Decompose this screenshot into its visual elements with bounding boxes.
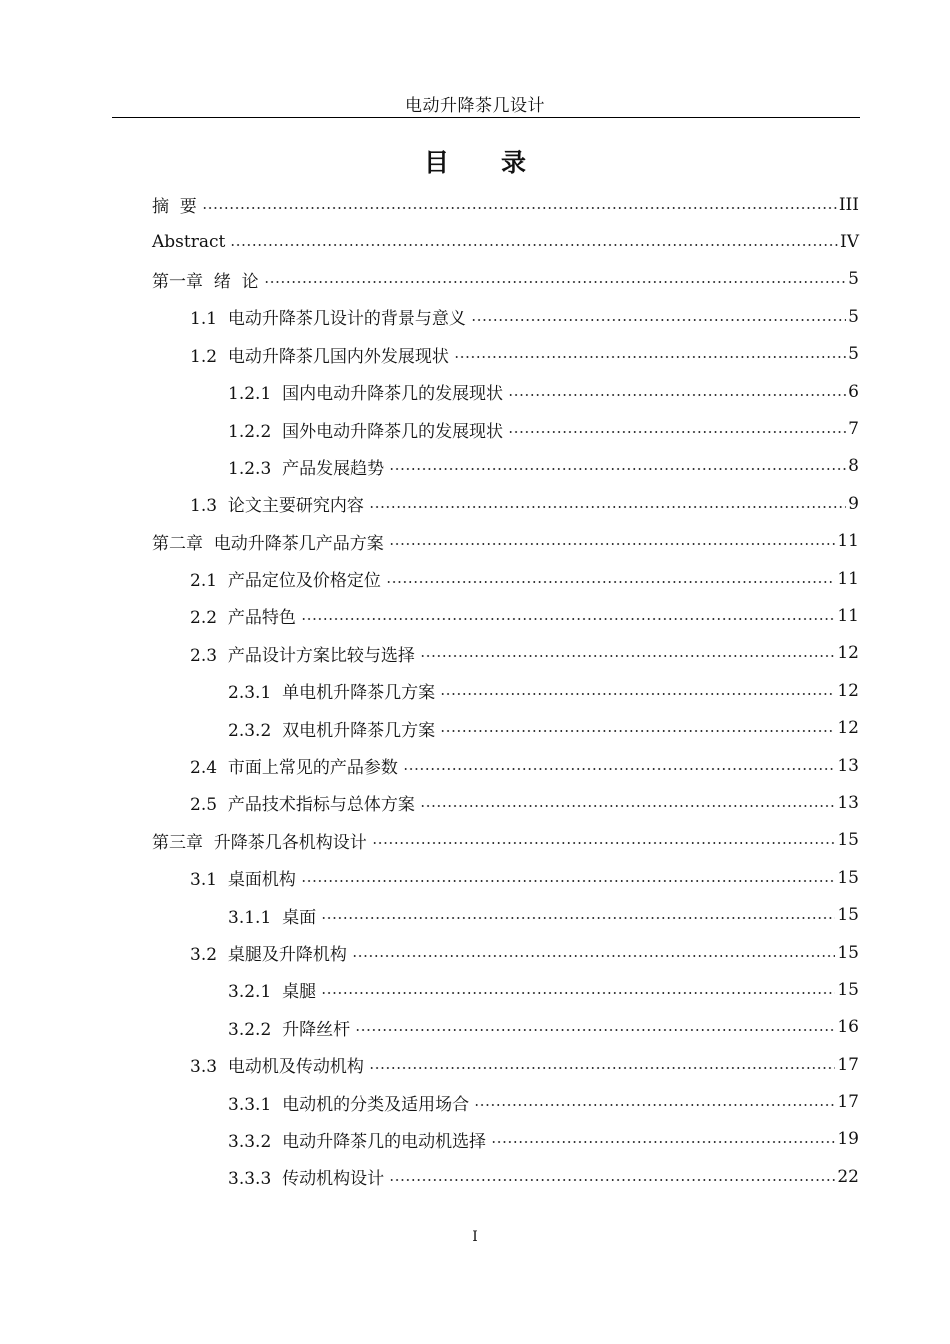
- toc-title-part2: 录: [501, 148, 527, 177]
- toc-entry-label: 第二章 电动升降茶几产品方案: [152, 533, 384, 554]
- running-header-title: 电动升降茶几设计: [405, 96, 545, 116]
- toc-entry-page: 7: [848, 419, 859, 440]
- toc-dot-leader: [301, 618, 836, 620]
- toc-entry[interactable]: [0, 747, 950, 784]
- toc-entry-label: 1.3 论文主要研究内容: [190, 496, 364, 517]
- toc-entry-label: 1.2.3 产品发展趋势: [228, 458, 385, 479]
- toc-entry-page: III: [838, 194, 859, 215]
- toc-entry[interactable]: [0, 1009, 950, 1046]
- toc-entry-page: 5: [848, 269, 859, 290]
- toc-entry[interactable]: [0, 1158, 950, 1195]
- toc-entry-page: 12: [837, 643, 859, 664]
- toc-entry-label: 第三章 升降茶几各机构设计: [152, 832, 367, 853]
- toc-dot-leader: [202, 207, 837, 209]
- toc-entry[interactable]: [0, 523, 950, 560]
- toc-entry-page: 9: [848, 493, 859, 514]
- toc-entry-page: 22: [837, 1166, 859, 1187]
- toc-entry-label: 2.5 产品技术指标与总体方案: [190, 795, 415, 816]
- toc-entry[interactable]: [0, 560, 950, 597]
- toc-dot-leader: [389, 543, 836, 545]
- toc-entry-label: 3.2.1 桌腿: [228, 982, 317, 1003]
- toc-dot-leader: [230, 244, 838, 246]
- toc-entry[interactable]: [0, 597, 950, 634]
- toc-entry-page: 13: [837, 755, 859, 776]
- toc-entry-label: 1.1 电动升降茶几设计的背景与意义: [190, 309, 466, 330]
- toc-entry[interactable]: [0, 261, 950, 298]
- toc-entry-page: 11: [837, 605, 859, 626]
- toc-dot-leader: [321, 917, 835, 919]
- toc-entry-page: 5: [848, 306, 859, 327]
- toc-dot-leader: [372, 842, 836, 844]
- toc-entry-label: 3.3.2 电动升降茶几的电动机选择: [228, 1131, 487, 1152]
- toc-entry-page: IV: [840, 232, 859, 253]
- toc-entry-label: 2.1 产品定位及价格定位: [190, 571, 381, 592]
- toc-entry-label: 2.4 市面上常见的产品参数: [190, 758, 398, 779]
- toc-entry-label: Abstract: [152, 232, 226, 253]
- toc-dot-leader: [454, 356, 846, 358]
- toc-entry-page: 15: [837, 867, 859, 888]
- toc-entry[interactable]: [0, 934, 950, 971]
- toc-entry[interactable]: [0, 672, 950, 709]
- toc-entry-page: 16: [837, 1017, 859, 1038]
- toc-entry[interactable]: [0, 336, 950, 373]
- toc-entry-label: 2.3 产品设计方案比较与选择: [190, 645, 415, 666]
- toc-dot-leader: [420, 805, 836, 807]
- page-number: I: [472, 1229, 478, 1245]
- toc-dot-leader: [264, 281, 847, 283]
- toc-entry-label: 第一章 绪 论: [152, 271, 259, 292]
- toc-dot-leader: [386, 581, 836, 583]
- toc-title-part1: 目: [423, 148, 449, 177]
- toc-entry[interactable]: [0, 223, 950, 260]
- toc-dot-leader: [440, 693, 835, 695]
- toc-entry-page: 5: [848, 344, 859, 365]
- toc-entry-page: 12: [837, 718, 859, 739]
- toc-entry-page: 8: [848, 456, 859, 477]
- toc-entry[interactable]: [0, 1083, 950, 1120]
- toc-entry-label: 3.1 桌面机构: [190, 870, 296, 891]
- toc-entry-page: 6: [848, 381, 859, 402]
- toc-dot-leader: [389, 1179, 835, 1181]
- toc-dot-leader: [389, 468, 846, 470]
- toc-entry-label: 1.2.1 国内电动升降茶几的发展现状: [228, 384, 504, 405]
- toc-entry[interactable]: [0, 1046, 950, 1083]
- toc-entry-label: 3.3 电动机及传动机构: [190, 1057, 364, 1078]
- toc-dot-leader: [471, 319, 846, 321]
- toc-entry-label: 2.3.2 双电机升降茶几方案: [228, 720, 436, 741]
- toc-entry-page: 19: [837, 1129, 859, 1150]
- toc-entry-label: 3.3.3 传动机构设计: [228, 1169, 385, 1190]
- toc-entry-label: 3.2 桌腿及升降机构: [190, 945, 347, 965]
- toc-entry[interactable]: [0, 448, 950, 485]
- toc-entry[interactable]: [0, 485, 950, 522]
- toc-entry-label: 2.3.1 单电机升降茶几方案: [228, 683, 436, 704]
- toc-entry[interactable]: [0, 1121, 950, 1158]
- toc-entry-label: 3.3.1 电动机的分类及适用场合: [228, 1094, 470, 1115]
- toc-dot-leader: [352, 955, 836, 957]
- toc-entry[interactable]: [0, 822, 950, 859]
- toc-entry-label: 3.2.2 升降丝杆: [228, 1019, 351, 1040]
- toc-entry-page: 17: [837, 1092, 859, 1113]
- toc-entry[interactable]: [0, 859, 950, 896]
- table-of-contents: [0, 186, 950, 1196]
- toc-title: [0, 143, 950, 179]
- toc-dot-leader: [369, 506, 846, 508]
- toc-entry-label: 1.2 电动升降茶几国内外发展现状: [190, 346, 449, 367]
- toc-entry-label: 摘 要: [152, 197, 197, 218]
- toc-entry[interactable]: [0, 635, 950, 672]
- toc-entry-label: 3.1.1 桌面: [228, 907, 317, 928]
- toc-entry-page: 11: [837, 568, 859, 589]
- header-rule: [112, 117, 860, 118]
- toc-dot-leader: [321, 992, 835, 994]
- toc-entry-page: 15: [837, 979, 859, 1000]
- toc-entry-page: 13: [837, 792, 859, 813]
- toc-entry[interactable]: [0, 373, 950, 410]
- toc-dot-leader: [369, 1067, 836, 1069]
- toc-entry-label: 1.2.2 国外电动升降茶几的发展现状: [228, 421, 504, 442]
- toc-dot-leader: [420, 655, 836, 657]
- toc-entry-page: 11: [837, 531, 859, 552]
- toc-entry-page: 17: [837, 1054, 859, 1075]
- toc-dot-leader: [440, 730, 835, 732]
- toc-dot-leader: [355, 1029, 835, 1031]
- toc-dot-leader: [491, 1141, 835, 1143]
- toc-entry-label: 2.2 产品特色: [190, 608, 296, 629]
- toc-entry[interactable]: [0, 784, 950, 821]
- toc-entry-page: 15: [837, 830, 859, 851]
- toc-dot-leader: [474, 1104, 835, 1106]
- toc-dot-leader: [301, 880, 836, 882]
- toc-dot-leader: [508, 431, 846, 433]
- toc-entry-page: 15: [837, 905, 859, 926]
- toc-entry[interactable]: [0, 298, 950, 335]
- toc-entry[interactable]: [0, 410, 950, 447]
- toc-dot-leader: [403, 768, 836, 770]
- toc-entry[interactable]: [0, 709, 950, 746]
- toc-entry[interactable]: [0, 971, 950, 1008]
- toc-dot-leader: [508, 394, 846, 396]
- toc-entry-page: 12: [837, 680, 859, 701]
- toc-entry[interactable]: [0, 186, 950, 223]
- toc-entry[interactable]: [0, 896, 950, 933]
- toc-entry-page: 15: [837, 942, 859, 963]
